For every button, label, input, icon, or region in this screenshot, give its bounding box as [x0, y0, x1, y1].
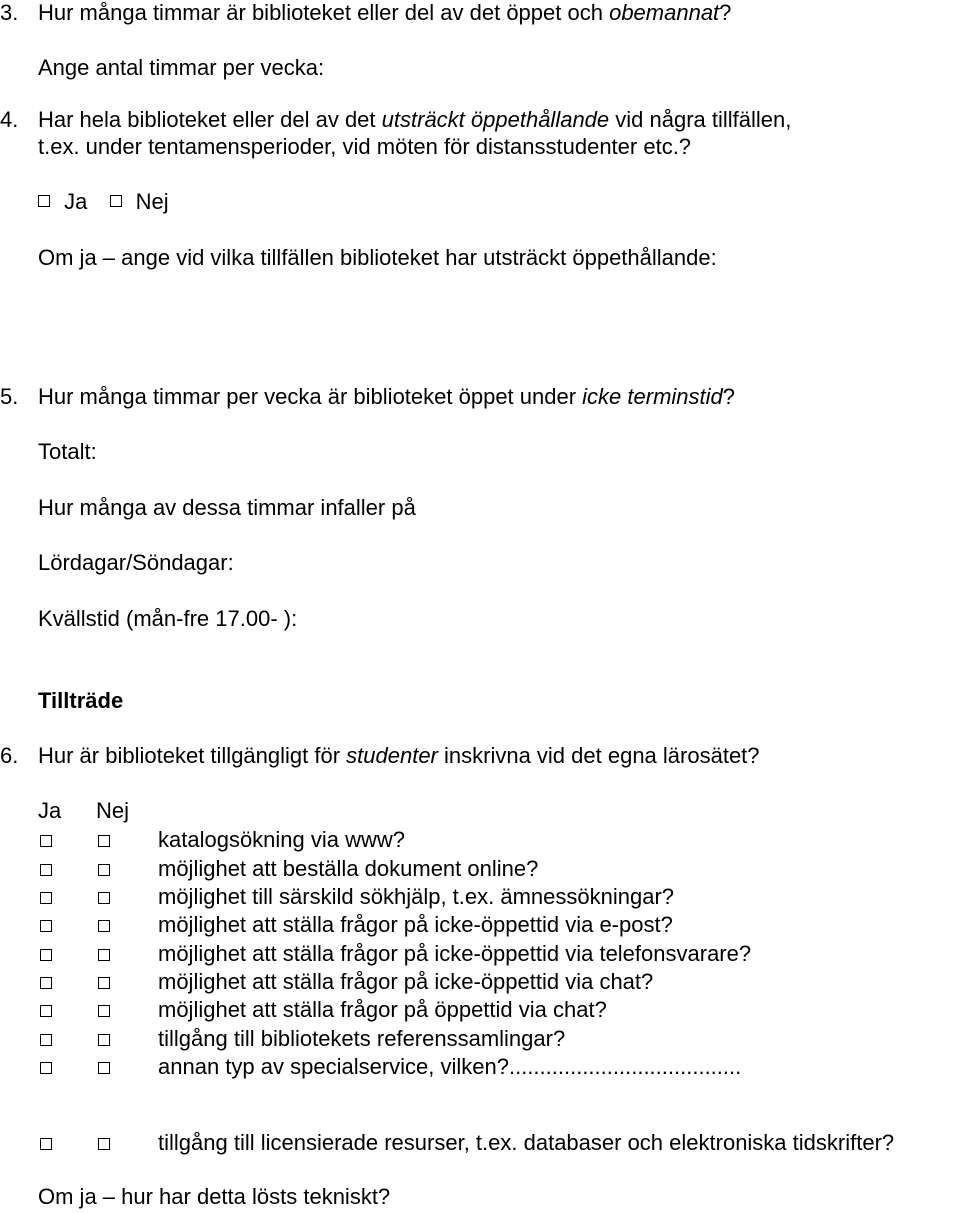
question-4-yes-checkbox[interactable] [38, 195, 50, 207]
checklist-no-checkbox[interactable] [98, 920, 110, 932]
checklist-item-label: möjlighet att ställa frågor på icke-öppettid via telefonsvarare? [158, 941, 752, 966]
question-4-number: 4. [0, 107, 19, 132]
question-3-sub: Ange antal timmar per vecka: [38, 55, 325, 80]
question-5-text: Hur många timmar per vecka är biblioteket öppet under icke terminstid? [38, 384, 735, 409]
question-5-how-many: Hur många av dessa timmar infaller på [38, 495, 416, 520]
checklist-yes-checkbox[interactable] [40, 977, 52, 989]
checklist-no-checkbox[interactable] [98, 835, 110, 847]
question-4-text-line2: t.ex. under tentamensperioder, vid möten för distansstudenter etc.? [38, 134, 692, 159]
question-6-text: Hur är biblioteket tillgängligt för studenter inskrivna vid det egna lärosätet? [38, 743, 760, 768]
checklist-item-label: tillgång till bibliotekets referenssamlingar? [158, 1026, 566, 1051]
checklist-no-checkbox[interactable] [98, 1062, 110, 1074]
question-5-evening: Kvällstid (mån-fre 17.00- ): [38, 606, 298, 631]
question-3-text: Hur många timmar är biblioteket eller del av det öppet och obemannat? [38, 0, 732, 25]
question-3-number: 3. [0, 0, 19, 25]
checklist-item-label: annan typ av specialservice, vilken?...................................... [158, 1054, 742, 1079]
checklist-no-checkbox[interactable] [98, 1034, 110, 1046]
question-5-weekend: Lördagar/Söndagar: [38, 550, 234, 575]
question-4-yes-label: Ja [64, 189, 88, 214]
checklist-yes-checkbox[interactable] [40, 1138, 52, 1150]
question-5-total: Totalt: [38, 439, 97, 464]
checklist-item-label: möjlighet till särskild sökhjälp, t.ex. ämnessökningar? [158, 884, 675, 909]
checklist-item-label: möjlighet att ställa frågor på icke-öppettid via chat? [158, 969, 654, 994]
checklist-yes-checkbox[interactable] [40, 1005, 52, 1017]
checklist-yes-checkbox[interactable] [40, 835, 52, 847]
checklist-no-checkbox[interactable] [98, 1005, 110, 1017]
checklist-item-label: tillgång till licensierade resurser, t.ex. databaser och elektroniska tidskrifter? [158, 1130, 895, 1155]
column-header-yes: Ja [38, 798, 62, 823]
checklist-item-label: möjlighet att ställa frågor på icke-öppettid via e-post? [158, 912, 673, 937]
question-4-answer-row [38, 189, 169, 215]
checklist-yes-checkbox[interactable] [40, 892, 52, 904]
checklist-no-checkbox[interactable] [98, 864, 110, 876]
section-heading: Tillträde [38, 688, 124, 713]
question-4-no-checkbox[interactable] [110, 195, 122, 207]
question-4-followup: Om ja – ange vid vilka tillfällen biblioteket har utsträckt öppethållande: [38, 245, 717, 270]
question-5-number: 5. [0, 384, 19, 409]
checklist-yes-checkbox[interactable] [40, 864, 52, 876]
checklist-no-checkbox[interactable] [98, 977, 110, 989]
checklist-no-checkbox[interactable] [98, 892, 110, 904]
question-6-number: 6. [0, 743, 19, 768]
checklist-yes-checkbox[interactable] [40, 920, 52, 932]
checklist-item-label: möjlighet att ställa frågor på öppettid via chat? [158, 997, 607, 1022]
question-4-text: Har hela biblioteket eller del av det utsträckt öppethållande vid några tillfällen, [38, 107, 792, 132]
checklist-no-checkbox[interactable] [98, 1138, 110, 1150]
checklist-yes-checkbox[interactable] [40, 1034, 52, 1046]
question-6-followup: Om ja – hur har detta lösts tekniskt? [38, 1184, 391, 1209]
checklist-no-checkbox[interactable] [98, 949, 110, 961]
question-4-no-label: Nej [135, 189, 169, 214]
checklist-yes-checkbox[interactable] [40, 949, 52, 961]
checklist-yes-checkbox[interactable] [40, 1062, 52, 1074]
column-header-no: Nej [96, 798, 130, 823]
checklist-item-label: katalogsökning via www? [158, 827, 406, 852]
checklist-item-label: möjlighet att beställa dokument online? [158, 856, 539, 881]
